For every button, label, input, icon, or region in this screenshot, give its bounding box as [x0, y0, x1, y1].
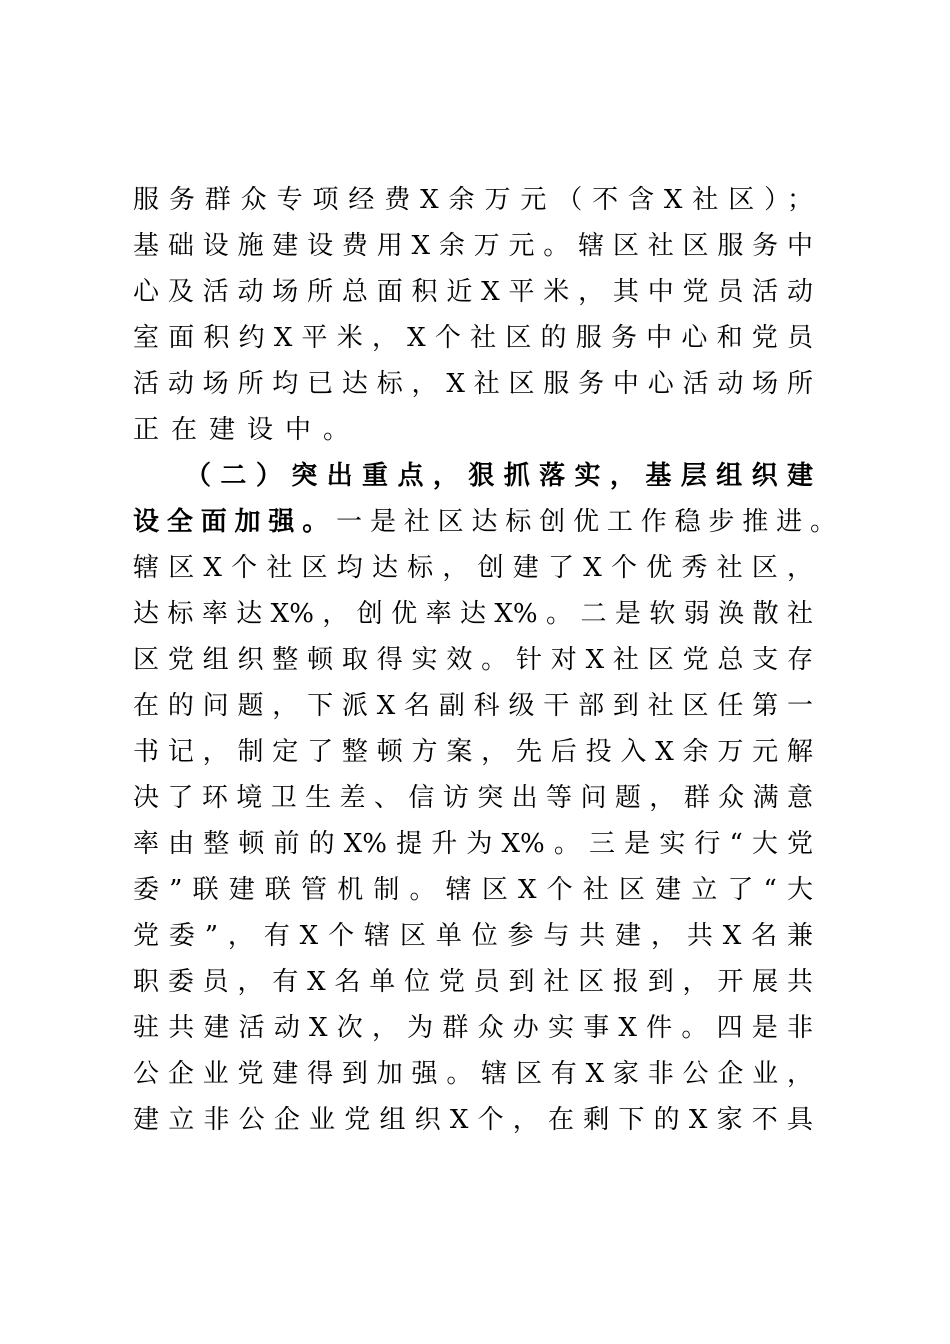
line-text: 活动场所均已达标，X社区服务中心活动场所 — [133, 369, 813, 399]
text-line-17 — [133, 913, 813, 959]
line-text: 决了环境卫生差、信访突出等问题，群众满意 — [133, 783, 813, 813]
line-text: 党委”，有X个辖区单位参与共建，共X名兼 — [133, 921, 813, 951]
text-line-6 — [133, 407, 813, 453]
line-text: 达标率达X%，创优率达X%。二是软弱涣散社 — [133, 599, 813, 629]
text-line-14 — [133, 775, 813, 821]
line-text: 正在建设中。 — [133, 415, 362, 445]
text-line-19 — [133, 1005, 813, 1051]
text-line-4 — [133, 315, 813, 361]
line-text: 驻共建活动X次，为群众办实事X件。四是非 — [133, 1013, 813, 1043]
text-line-3 — [133, 269, 813, 315]
text-line-5 — [133, 361, 813, 407]
text-line-16 — [133, 867, 813, 913]
line-text: 率由整顿前的X%提升为X%。三是实行“大党 — [133, 829, 813, 859]
line-text: 服务群众专项经费X余万元（不含X社区）； — [133, 185, 813, 215]
text-line-18 — [133, 959, 813, 1005]
text-line-15 — [133, 821, 813, 867]
text-line-13 — [133, 729, 813, 775]
line-text: 委”联建联管机制。辖区X个社区建立了“大 — [133, 875, 813, 905]
line-text: 职委员，有X名单位党员到社区报到，开展共 — [133, 967, 813, 997]
heading-text: 设全面加强。 — [133, 507, 337, 537]
line-text: 室面积约X平米，X个社区的服务中心和党员 — [133, 323, 813, 353]
line-text: 在的问题，下派X名副科级干部到社区任第一 — [133, 691, 813, 721]
line-text: 基础设施建设费用X余万元。辖区社区服务中 — [133, 231, 813, 261]
section-heading-2 — [185, 453, 813, 499]
text-line-10 — [133, 591, 813, 637]
text-line-20 — [133, 1051, 813, 1097]
line-text: 辖区X个社区均达标，创建了X个优秀社区， — [133, 553, 813, 583]
line-text: 心及活动场所总面积近X平米，其中党员活动 — [133, 277, 813, 307]
text-line-9 — [133, 545, 813, 591]
line-text: 建立非公企业党组织X个，在剩下的X家不具 — [133, 1105, 813, 1135]
text-line-2 — [133, 223, 813, 269]
text-line-21 — [133, 1097, 813, 1143]
heading-text: （二）突出重点，狠抓落实，基层组织建 — [185, 461, 813, 491]
text-line-12 — [133, 683, 813, 729]
text-line-8 — [133, 499, 836, 545]
line-text: 区党组织整顿取得实效。针对X社区党总支存 — [133, 645, 813, 675]
line-text: 一是社区达标创优工作稳步推进。 — [336, 507, 836, 537]
text-line-11 — [133, 637, 813, 683]
line-text: 公企业党建得到加强。辖区有X家非公企业， — [133, 1059, 813, 1089]
line-text: 书记，制定了整顿方案，先后投入X余万元解 — [133, 737, 813, 767]
text-line-1 — [133, 177, 813, 223]
